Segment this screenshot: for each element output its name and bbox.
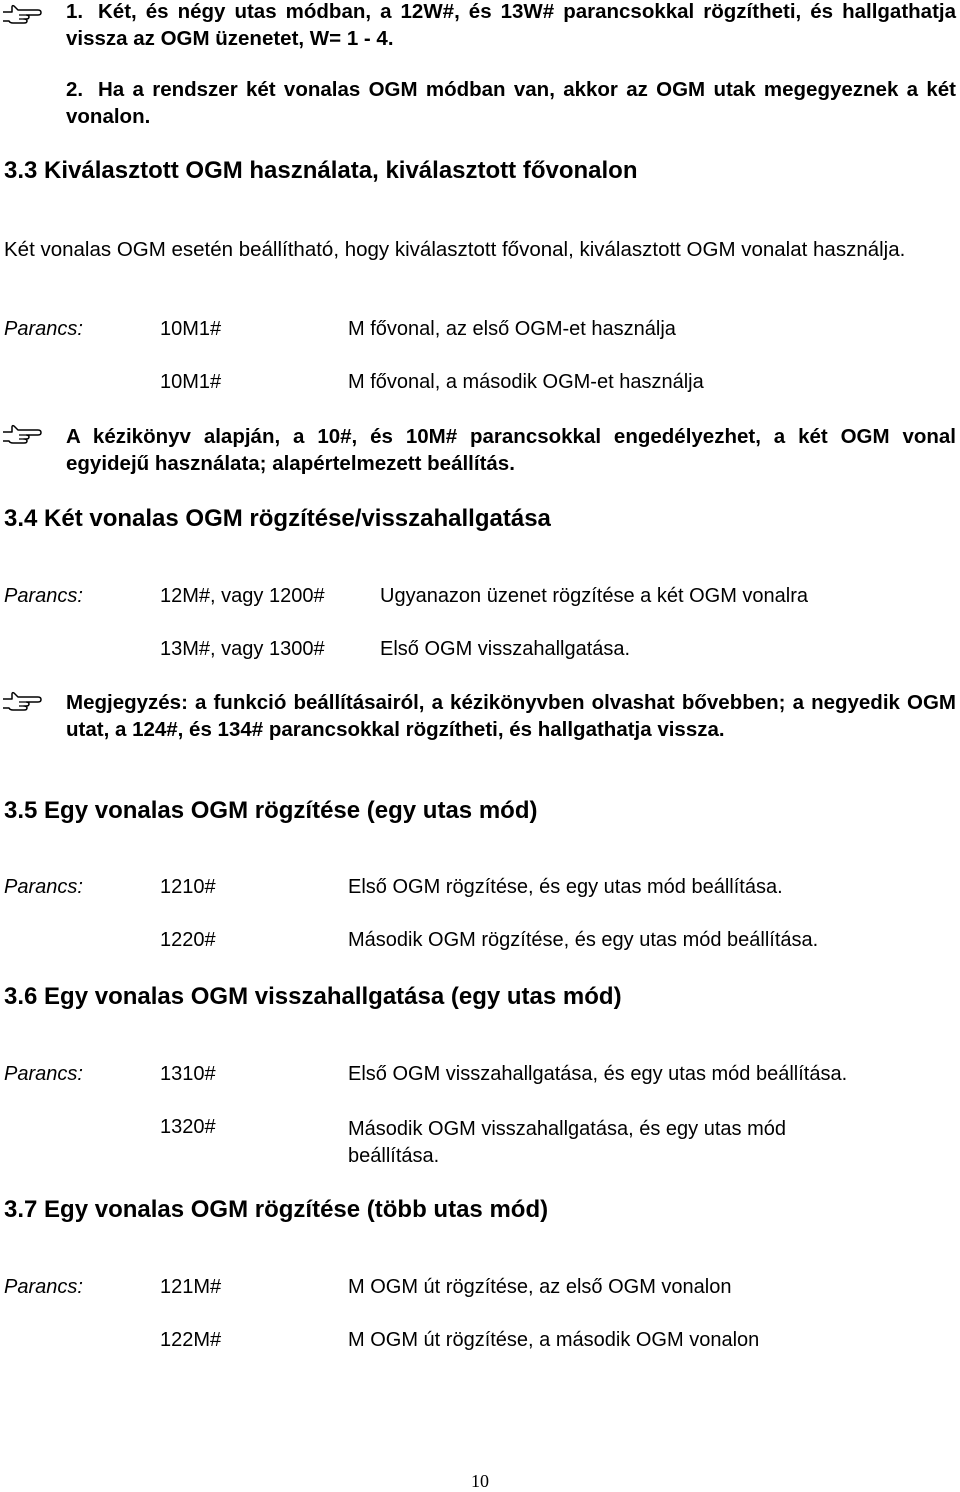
list-number: 2. [66, 78, 84, 101]
command-code: 12M#, vagy 1200# [160, 585, 325, 607]
section-heading: 3.4 Két vonalas OGM rögzítése/visszahallgatása [4, 505, 551, 532]
section-heading: 3.5 Egy vonalas OGM rögzítése (egy utas mód) [4, 797, 538, 824]
command-label: Parancs: [4, 1063, 83, 1085]
section-heading: 3.6 Egy vonalas OGM visszahallgatása (egy utas mód) [4, 983, 622, 1010]
command-desc: Második OGM visszahallgatása, és egy utas mód beállítása. [348, 1118, 786, 1167]
note-text: Megjegyzés: a funkció beállításairól, a kézikönyvben olvashat bővebben; a negyedik OGM utat, a 124#, és 134# parancsokkal rögzítheti, és hallgathatja vissza. [66, 691, 956, 741]
command-desc: M fővonal, a második OGM-et használja [348, 371, 704, 393]
command-desc: Első OGM visszahallgatása. [380, 638, 631, 660]
page-number: 10 [471, 1471, 489, 1491]
command-label: Parancs: [4, 876, 83, 898]
command-code: 1210# [160, 876, 216, 898]
command-desc: Második OGM rögzítése, és egy utas mód beállítása. [348, 929, 819, 951]
command-desc: Első OGM visszahallgatása, és egy utas mód beállítása. [348, 1063, 848, 1085]
section-heading: 3.7 Egy vonalas OGM rögzítése (több utas mód) [4, 1196, 549, 1223]
list-text: Két, és négy utas módban, a 12W#, és 13W# parancsokkal rögzítheti, és hallgathatja vissza az OGM üzenetet, W= 1 - 4. [66, 0, 956, 50]
list-item [66, 76, 956, 130]
command-desc: M OGM út rögzítése, az első OGM vonalon [348, 1276, 732, 1298]
command-label: Parancs: [4, 318, 83, 340]
command-desc: M fővonal, az első OGM-et használja [348, 318, 676, 340]
command-code: 1220# [160, 929, 216, 951]
command-code: 1310# [160, 1063, 216, 1085]
command-desc: Első OGM rögzítése, és egy utas mód beállítása. [348, 876, 783, 898]
section-intro: Két vonalas OGM esetén beállítható, hogy kiválasztott fővonal, kiválasztott OGM vonalat használja. [4, 238, 906, 261]
command-code: 10M1# [160, 318, 222, 340]
command-code: 1320# [160, 1116, 216, 1138]
pointing-hand-icon [2, 3, 42, 25]
section-heading: 3.3 Kiválasztott OGM használata, kiválasztott fővonalon [4, 157, 638, 184]
command-label: Parancs: [4, 1276, 83, 1298]
list-number: 1. [66, 0, 84, 23]
command-code: 121M# [160, 1276, 222, 1298]
pointing-hand-icon [2, 690, 42, 712]
command-code: 122M# [160, 1329, 222, 1351]
command-code: 13M#, vagy 1300# [160, 638, 325, 660]
command-desc: Ugyanazon üzenet rögzítése a két OGM vonalra [380, 585, 809, 607]
command-code: 10M1# [160, 371, 222, 393]
note-text: A kézikönyv alapján, a 10#, és 10M# parancsokkal engedélyezhet, a két OGM vonal egyidejű használata; alapértelmezett beállítás. [66, 425, 956, 475]
command-label: Parancs: [4, 585, 83, 607]
command-desc: M OGM út rögzítése, a második OGM vonalon [348, 1329, 760, 1351]
list-item [66, 0, 956, 52]
list-text: Ha a rendszer két vonalas OGM módban van, akkor az OGM utak megegyeznek a két vonalon. [66, 78, 956, 128]
pointing-hand-icon [2, 423, 42, 445]
